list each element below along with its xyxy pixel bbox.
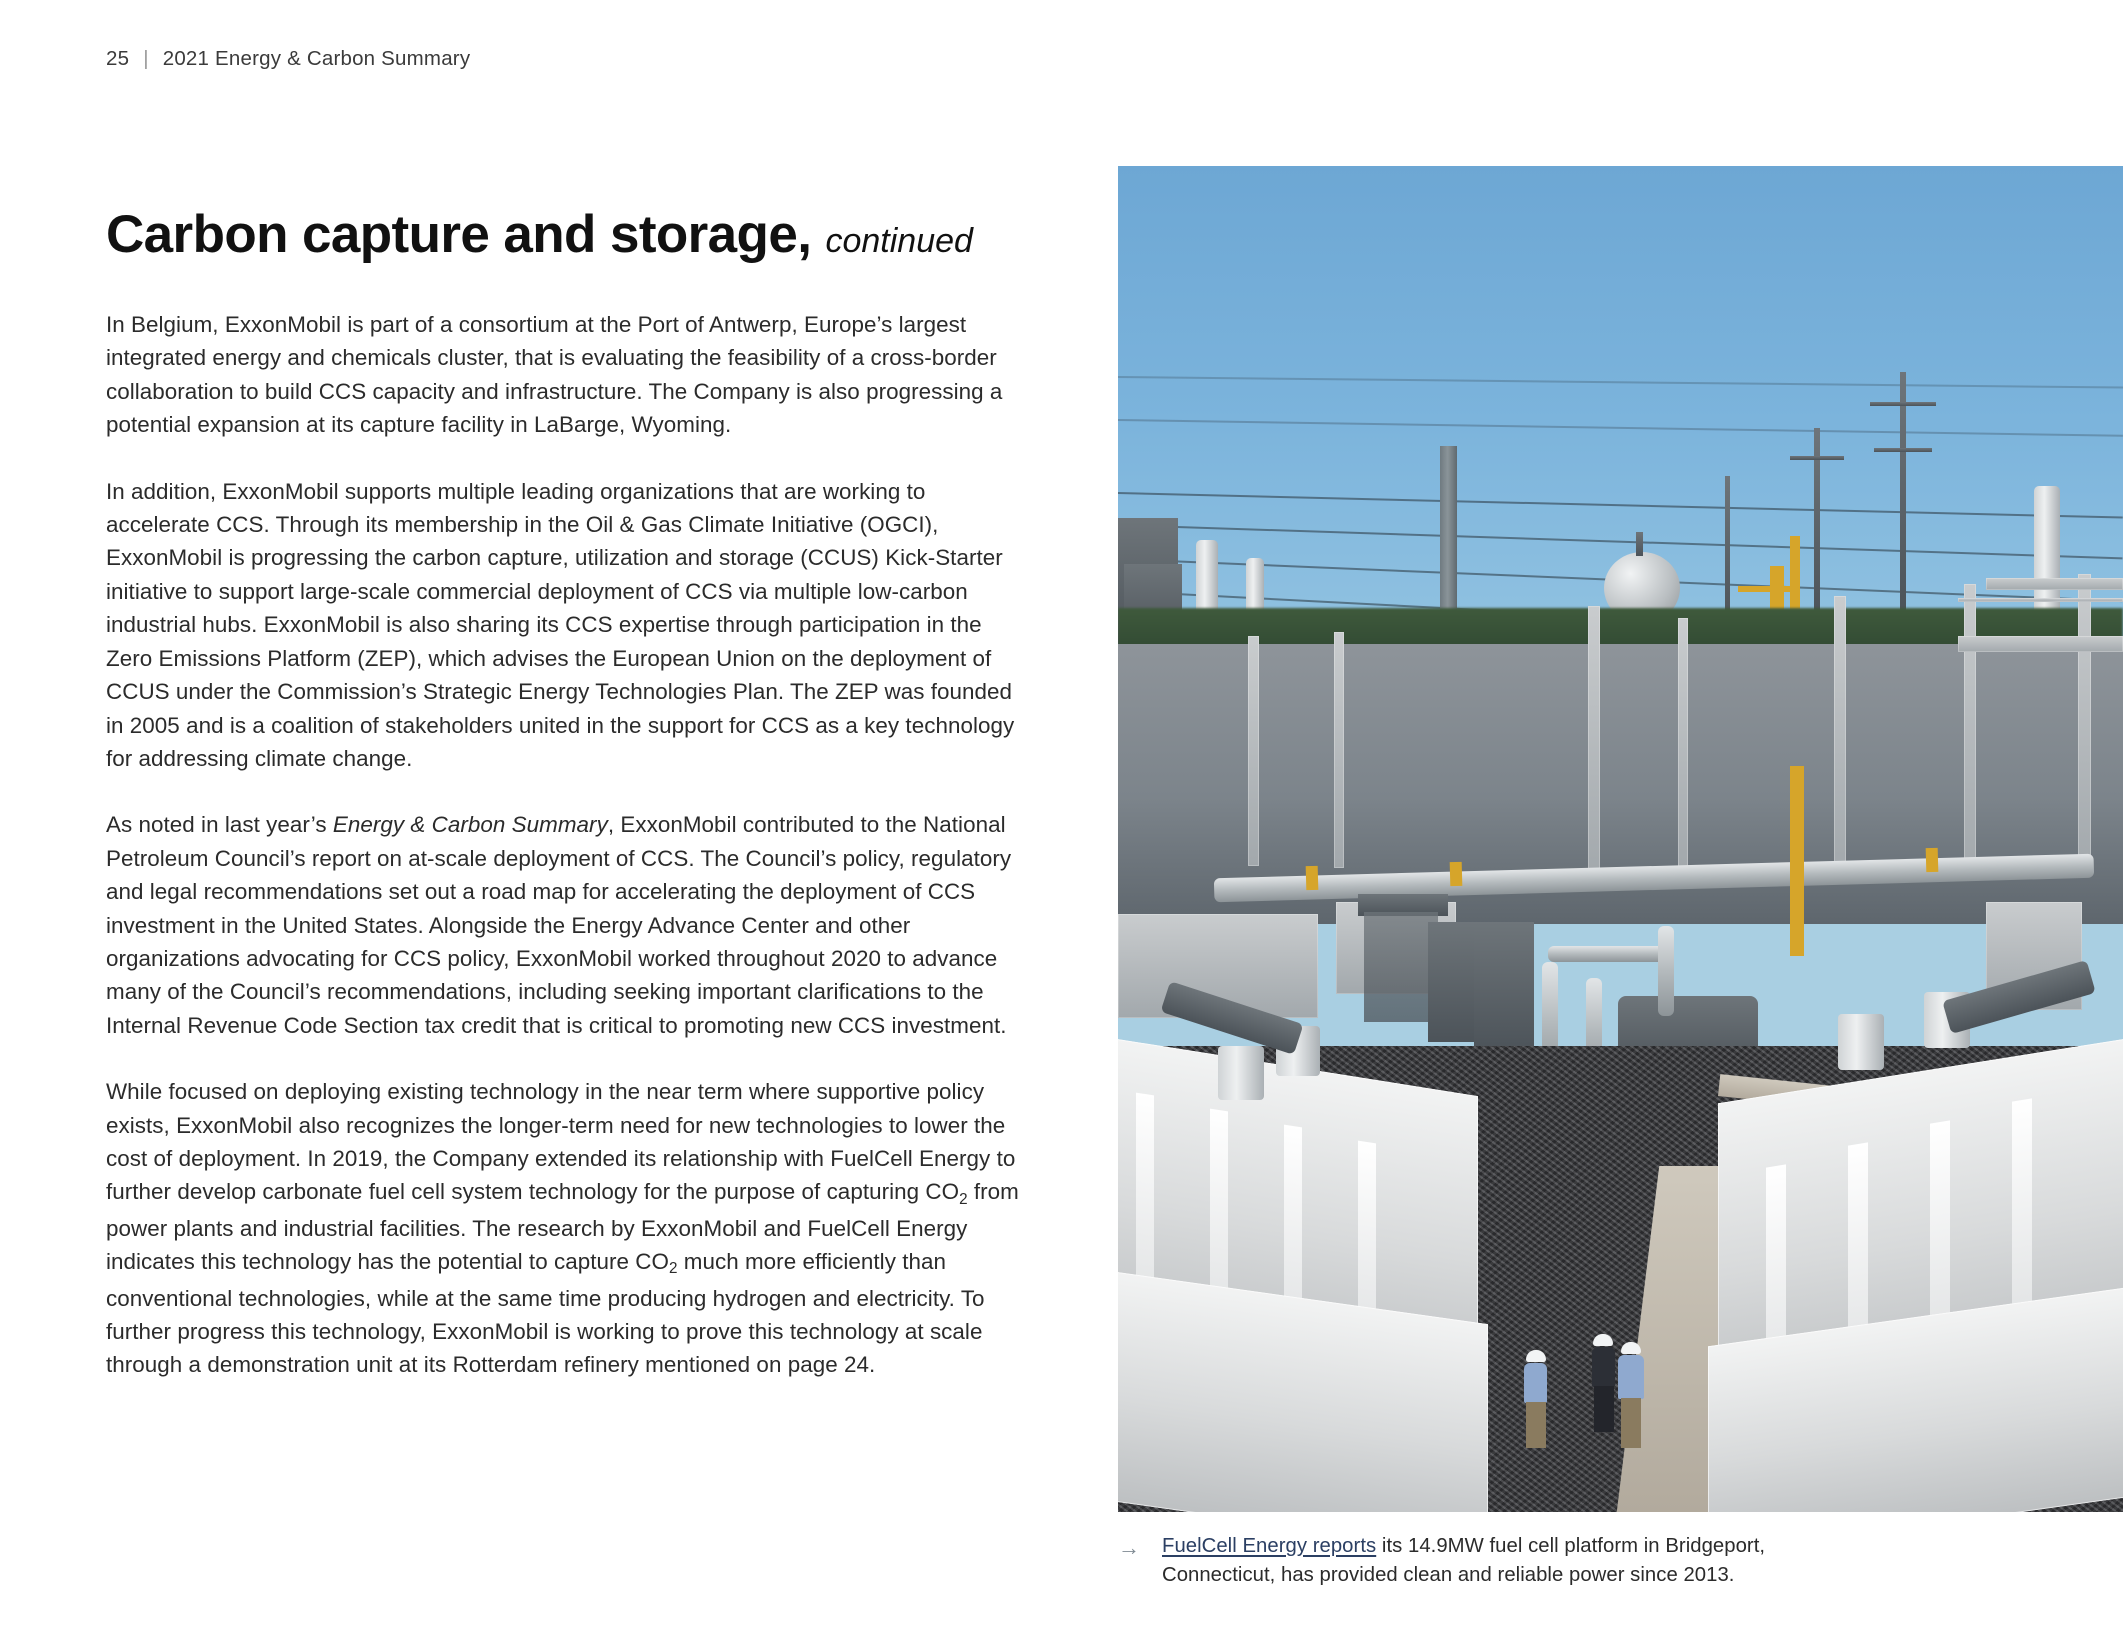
photo-caption: [1118, 1532, 2018, 1589]
steel-frame-column: [1678, 618, 1688, 868]
equipment-enclosure: [1474, 922, 1534, 1052]
paragraph-fuelcell-part1: While focused on deploying existing technology in the near term where supportive policy exists, ExxonMobil also recognizes the longer-term need for new technologies to lower the cost of deployment. In 2019, the Company extended its relationship with FuelCell Energy to further develop carbonate fuel cell system technology for the purpose of capturing CO: [106, 1079, 1016, 1205]
article-text-column: [106, 205, 1026, 1382]
pipe-band: [1306, 866, 1319, 890]
paragraph-organizations: In addition, ExxonMobil supports multiple leading organizations that are working to accelerate CCS. Through its membership in the Oil & Gas Climate Initiative (OGCI), ExxonMobil is progressing the carbon capture, utilization and storage (CCUS) Kick-Starter initiative to support large-scale commercial deployment of CCS via multiple low-carbon industrial hubs. ExxonMobil is also sharing its CCS expertise through participation in the Zero Emissions Platform (ZEP), which advises the European Union on the deployment of CCUS under the Commission’s Strategic Energy Technologies Plan. The ZEP was founded in 2005 and is a coalition of stakeholders united in the support for CCS as a key technology for addressing climate change.: [106, 478, 1015, 771]
module-exhaust-cylinder: [1838, 1014, 1884, 1070]
pipe-band: [1926, 848, 1939, 872]
fuelcell-energy-report-link[interactable]: FuelCell Energy reports: [1162, 1535, 1377, 1557]
paragraph-fuelcell-part3: much more efficiently than conventional technologies, while at the same time producing hydrogen and electricity. To further progress this technology, ExxonMobil is working to prove this technology at scale through a demonstration unit at its Rotterdam refinery mentioned on page 24.: [106, 1249, 985, 1378]
worker-torso: [1618, 1355, 1644, 1399]
transmission-pole-crossarm: [1870, 402, 1936, 406]
steel-frame-column: [1964, 584, 1976, 874]
transmission-pole: [1900, 372, 1906, 612]
page-folio-number: 25: [106, 47, 130, 70]
co2-subscript-1: 2: [959, 1190, 968, 1208]
process-pipe: [1658, 926, 1674, 1016]
steel-frame-column: [1334, 632, 1344, 868]
page-title-main: Carbon capture and storage,: [106, 205, 812, 264]
worker-torso: [1592, 1347, 1615, 1387]
paragraph-fuelcell-part2: from power plants and industrial facilities. The research by ExxonMobil and FuelCell Energy indicates this technology has the potential to capture CO: [106, 1179, 1019, 1275]
paragraph-belgium: In Belgium, ExxonMobil is part of a consortium at the Port of Antwerp, Europe’s largest integrated energy and chemicals cluster, that is evaluating the feasibility of a cross-border collaboration to build CCS capacity and infrastructure. The Company is also progressing a potential expansion at its capture facility in LaBarge, Wyoming.: [106, 312, 1003, 438]
yellow-vertical-pipe: [1790, 766, 1804, 956]
steel-handrail: [1958, 598, 2123, 602]
worker-torso: [1524, 1363, 1547, 1403]
paragraph-npc-report: [106, 808, 1026, 1042]
caption-text: [1162, 1532, 2018, 1589]
worker-legs: [1594, 1386, 1614, 1432]
co2-subscript-2: 2: [668, 1260, 678, 1278]
transmission-pole-crossarm: [1874, 448, 1932, 452]
pipe-band: [1450, 862, 1463, 886]
page-title-continued: continued: [825, 222, 973, 260]
worker-legs: [1621, 1398, 1641, 1448]
steel-frame-column: [1834, 596, 1846, 872]
hard-hat-icon: [1593, 1334, 1613, 1346]
yellow-structure: [1738, 586, 1798, 592]
paragraph-fuelcell: [106, 1075, 1026, 1382]
arrow-right-icon: →: [1118, 1535, 1140, 1560]
steel-frame-column: [1588, 606, 1600, 876]
hard-hat-icon: [1621, 1342, 1641, 1354]
steel-walkway-deck: [1958, 636, 2123, 652]
transmission-pole: [1725, 476, 1730, 626]
fuel-cell-platform-photo: [1118, 166, 2123, 1512]
worker-legs: [1526, 1402, 1546, 1448]
steel-walkway-deck: [1986, 578, 2123, 590]
steel-frame-column: [1248, 636, 1259, 866]
hard-hat-icon: [1526, 1350, 1546, 1362]
equipment-enclosure: [1364, 912, 1438, 1022]
caption-line2: Connecticut, has provided clean and reliable power since 2013.: [1162, 1563, 1735, 1586]
running-header: [106, 47, 470, 71]
report-title-italic: Energy & Carbon Summary: [332, 812, 608, 838]
paragraph-npc-rest: , ExxonMobil contributed to the National Petroleum Council’s report on at-scale deployment of CCS. The Council’s policy, regulatory and legal recommendations set out a road map for accelerating the deployment of CCS investment in the United States. Alongside the Energy Advance Center and other organizations advocating for CCS policy, ExxonMobil worked throughout 2020 to advance many of the Council’s recommendations, including seeking important clarifications to the Internal Revenue Code Section tax credit that is critical to promoting new CCS investment.: [106, 812, 1012, 1038]
paragraph-npc-lead: As noted in last year’s: [106, 812, 333, 838]
process-pipe: [1548, 946, 1668, 962]
module-exhaust-cylinder: [1218, 1046, 1264, 1100]
photo-canvas: [1118, 166, 2123, 1512]
steel-frame-column: [2078, 574, 2091, 874]
caption-line1-rest: its 14.9MW fuel cell platform in Bridgeport,: [1376, 1535, 1766, 1557]
transmission-pole-crossarm: [1790, 456, 1844, 460]
tank-stem: [1636, 532, 1643, 556]
header-separator: |: [143, 47, 149, 70]
document-title: 2021 Energy & Carbon Summary: [162, 47, 471, 70]
page-title: [106, 205, 1026, 264]
